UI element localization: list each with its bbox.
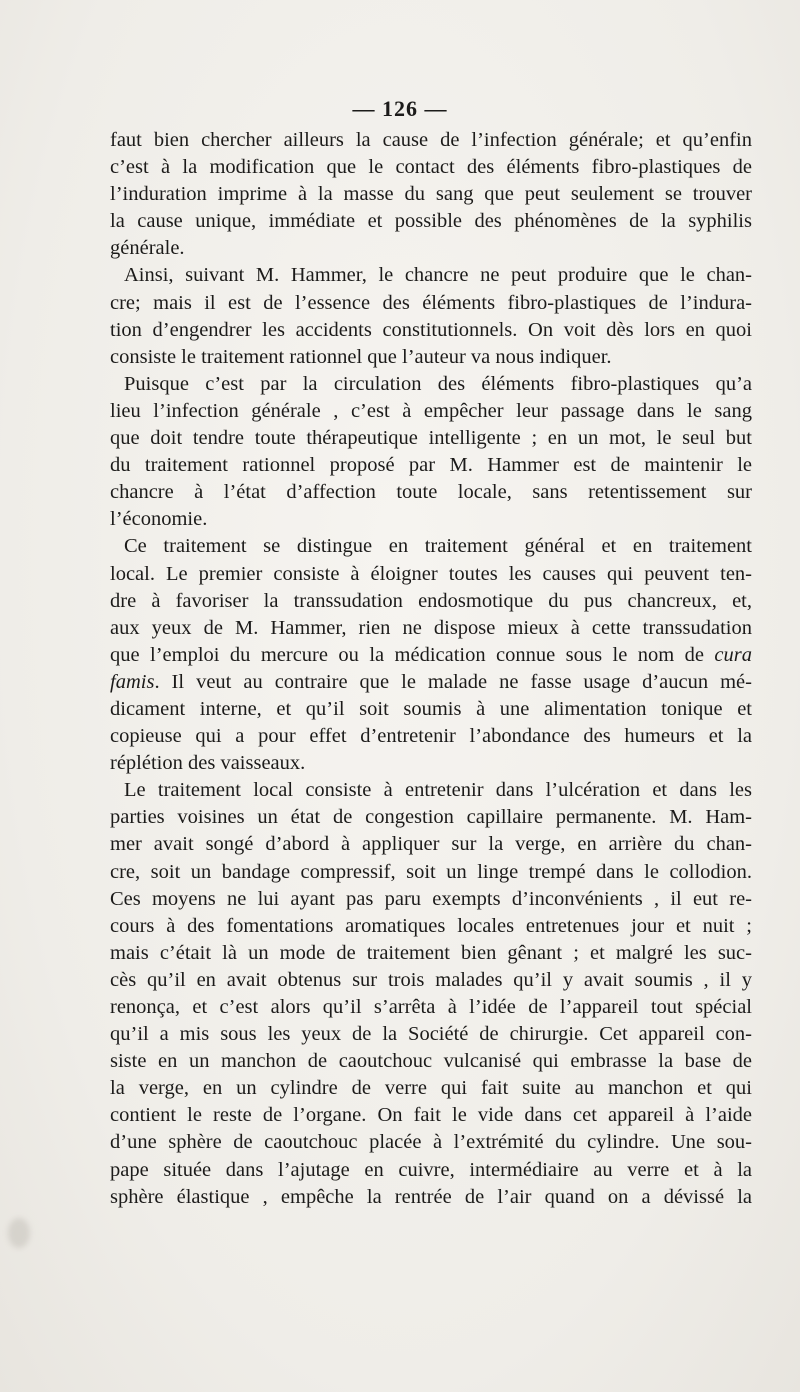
page-number: — 126 — [352,96,448,121]
text-line: générale. [110,237,185,260]
text-line: Ces moyens ne lui ayant pas paru exempts d’inconvénients , il eut re- [110,887,752,910]
text-line: cre, soit un bandage compressif, soit un linge trempé dans le collodion. [110,860,752,883]
text-line: faut bien chercher ailleurs la cause de l’infection générale; et qu’enfin [110,129,752,151]
text-line: pape située dans l’ajutage en cuivre, intermédiaire au verre et à la [110,1158,752,1181]
text-line: lieu l’infection générale , c’est à empêcher leur passage dans le sang [110,399,752,422]
text-line: dre à favoriser la transsudation endosmotique du pus chancreux, et, [110,589,752,612]
text-line: mais c’était là un mode de traitement bien gênant ; et malgré les suc- [110,941,752,964]
text-line: réplétion des vaisseaux. [110,752,306,775]
text-line: l’économie. [110,508,208,531]
text-line: l’induration imprime à la masse du sang que peut seulement se trouver [110,183,752,206]
text-line: Le traitement local consiste à entretenir dans l’ulcération et dans les [124,779,752,802]
text-line: contient le reste de l’organe. On fait le vide dans cet appareil à l’aide [110,1104,752,1127]
text-line: d’une sphère de caoutchouc placée à l’extrémité du cylindre. Une sou- [110,1131,752,1154]
text-line: tion d’engendrer les accidents constitutionnels. On voit dès lors en quoi [110,318,752,341]
text-line: famis. Il veut au contraire que le malade ne fasse usage d’aucun mé- [110,670,752,693]
text-line: sphère élastique , empêche la rentrée de l’air quand on a dévissé la [110,1185,752,1208]
text-line: qu’il a mis sous les yeux de la Société de chirurgie. Cet appareil con- [110,1023,752,1046]
text-line: copieuse qui a pour effet d’entretenir l’abondance des humeurs et la [110,725,752,748]
text-line: la cause unique, immédiate et possible des phénomènes de la syphilis [110,210,752,233]
text-line: Puisque c’est par la circulation des éléments fibro-plastiques qu’a [124,372,752,395]
text-line: consiste le traitement rationnel que l’auteur va nous indiquer. [110,345,612,368]
text-line: la verge, en un cylindre de verre qui fait suite au manchon et qui [110,1077,752,1100]
italic-term: cura [714,643,752,666]
text-line: local. Le premier consiste à éloigner toutes les causes qui peuvent ten- [110,562,752,585]
text-line: que doit tendre toute thérapeutique intelligente ; en un mot, le seul but [110,427,752,450]
text-line: du traitement rationnel proposé par M. Hammer est de maintenir le [110,454,752,477]
text-line: siste en un manchon de caoutchouc vulcanisé qui embrasse la base de [110,1050,752,1073]
page-smudge [8,1218,30,1248]
text-line: chancre à l’état d’affection toute locale, sans retentissement sur [110,481,752,504]
text-line: cours à des fomentations aromatiques locales entretenues jour et nuit ; [110,914,752,937]
text-line: aux yeux de M. Hammer, rien ne dispose mieux à cette transsudation [110,616,752,639]
italic-term: famis [110,670,155,693]
text-line: Ce traitement se distingue en traitement général et en traitement [124,535,752,558]
text-line: c’est à la modification que le contact des éléments fibro-plastiques de [110,156,752,179]
text-line: mer avait songé d’abord à appliquer sur la verge, en arrière du chan- [110,833,752,856]
text-line: renonça, et c’est alors qu’il s’arrêta à l’idée de l’appareil tout spécial [110,996,752,1018]
text-line: Ainsi, suivant M. Hammer, le chancre ne peut produire que le chan- [124,264,752,287]
text-line: cre; mais il est de l’essence des éléments fibro-plastiques de l’indura- [110,291,752,314]
text-line: parties voisines un état de congestion capillaire permanente. M. Ham- [110,806,752,829]
text-line: que l’emploi du mercure ou la médication connue sous le nom de cura [110,643,752,666]
text-line: cès qu’il en avait obtenus sur trois malades qu’il y avait soumis , il y [110,968,752,991]
body-text [110,127,752,1211]
text-line: dicament interne, et qu’il soit soumis à une alimentation tonique et [110,697,752,720]
